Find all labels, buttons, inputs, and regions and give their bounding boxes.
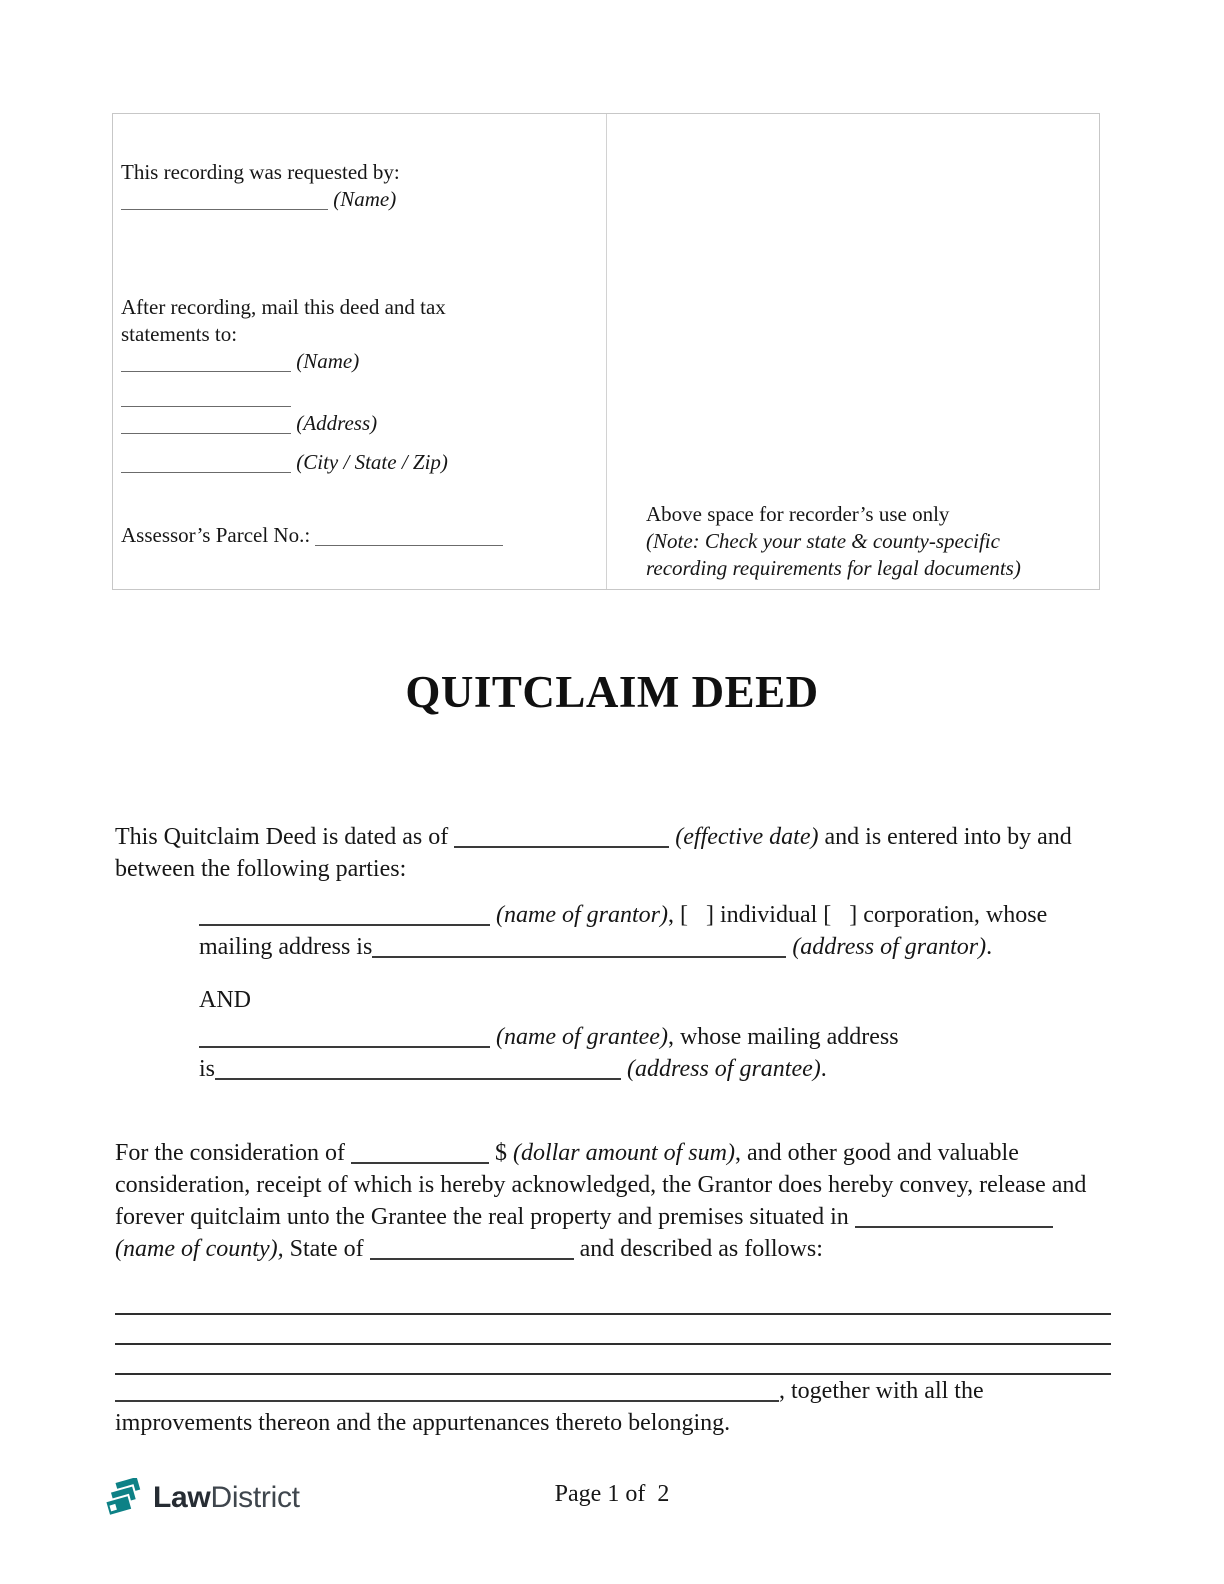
grantee-is-label: is (199, 1056, 216, 1082)
grantor-block (199, 899, 1111, 963)
mail-to-label-line2: statements to: (121, 322, 238, 346)
together-line (115, 1375, 1111, 1407)
mail-to-label-line1: After recording, mail this deed and tax (121, 295, 446, 319)
effective-date-blank (454, 846, 669, 848)
recorder-box-left-column (113, 114, 606, 589)
county-blank (855, 1226, 1053, 1228)
requested-by-label-text: This recording was requested by: (121, 160, 400, 184)
property-description-section (115, 1285, 1111, 1439)
mail-address-blank-line1 (121, 383, 592, 410)
requested-by-label (121, 159, 592, 213)
parties-conjunction: AND (199, 987, 251, 1013)
intro-paragraph (115, 821, 1111, 885)
improvements-line: improvements thereon and the appurtenances thereto belonging. (115, 1410, 731, 1436)
consideration-text-before: For the consideration of (115, 1140, 345, 1166)
grantor-name-hint: (name of grantor) (496, 902, 668, 928)
recorder-use-requirements-note: (Note: Check your state & county-specific recording requirements for legal documents) (646, 529, 1021, 580)
grantee-block (199, 1021, 1111, 1085)
grantor-address-hint: (address of grantor) (792, 934, 987, 960)
mail-city-state-zip-hint: (City / State / Zip) (296, 450, 448, 474)
consideration-amount-blank (351, 1162, 489, 1164)
grantor-mailing-label: mailing address is (199, 934, 373, 960)
mail-address-blank-upper (121, 406, 291, 407)
grantor-period: . (986, 934, 993, 960)
requested-by-name-hint: (Name) (333, 187, 397, 211)
recorder-use-label: Above space for recorder’s use only (646, 502, 950, 526)
grantee-name-hint: (name of grantee) (496, 1024, 668, 1050)
intro-text-after: and is entered into by and between the following parties: (115, 824, 1072, 882)
mail-name-blank (121, 371, 291, 372)
logo-text-law: Law (153, 1481, 211, 1514)
description-rule-line (115, 1315, 1111, 1345)
mail-name-hint: (Name) (296, 349, 360, 373)
mail-address-line2 (121, 410, 592, 437)
recorder-use-note (646, 501, 1085, 582)
parcel-number-blank (315, 545, 503, 546)
grantee-mailing-intro: , whose mailing address (667, 1024, 899, 1050)
consideration-text-middle: , and other good and valuable consideration, receipt of which is hereby acknowledged, the Grantor does hereby convey, release and forever quitclaim unto the Grantee the real property and premises situated in (115, 1140, 1087, 1230)
page-title: QUITCLAIM DEED (405, 667, 819, 717)
description-rule-line (115, 1345, 1111, 1375)
description-rule-line (115, 1285, 1111, 1315)
description-partial-blank (115, 1400, 779, 1402)
grantor-name-blank (199, 924, 490, 926)
grantee-period: . (820, 1056, 827, 1082)
consideration-paragraph (115, 1137, 1111, 1265)
grantee-address-blank (215, 1078, 621, 1080)
recorder-info-box (112, 113, 1100, 590)
intro-text-before: This Quitclaim Deed is dated as of (115, 824, 449, 850)
parcel-number-line (121, 522, 592, 549)
requested-by-name-blank (121, 209, 328, 210)
dollar-sign: $ (494, 1140, 507, 1166)
grantor-address-blank (372, 956, 786, 958)
mail-city-blank (121, 472, 291, 473)
grantee-name-blank (199, 1046, 490, 1048)
grantor-entity-checkboxes: , [ ] individual [ ] corporation, whose (667, 902, 1048, 928)
grantee-address-hint: (address of grantee) (627, 1056, 821, 1082)
state-of-label: State of (289, 1236, 364, 1262)
mail-address-hint: (Address) (296, 411, 378, 435)
county-hint: (name of county), (115, 1236, 284, 1262)
mail-city-line (121, 449, 592, 476)
state-blank (370, 1258, 574, 1260)
page-indicator: Page 1 of 2 (554, 1481, 670, 1507)
parcel-label: Assessor’s Parcel No.: (121, 523, 311, 547)
recorder-box-right-column (606, 114, 1099, 589)
mail-to-block (121, 294, 592, 375)
mail-address-blank-lower (121, 433, 291, 434)
consideration-text-after: and described as follows: (579, 1236, 823, 1262)
dollar-amount-hint: (dollar amount of sum) (512, 1140, 735, 1166)
logo-text-district: District (210, 1481, 300, 1514)
effective-date-hint: (effective date) (675, 824, 819, 850)
together-text: , together with all the (779, 1378, 984, 1404)
